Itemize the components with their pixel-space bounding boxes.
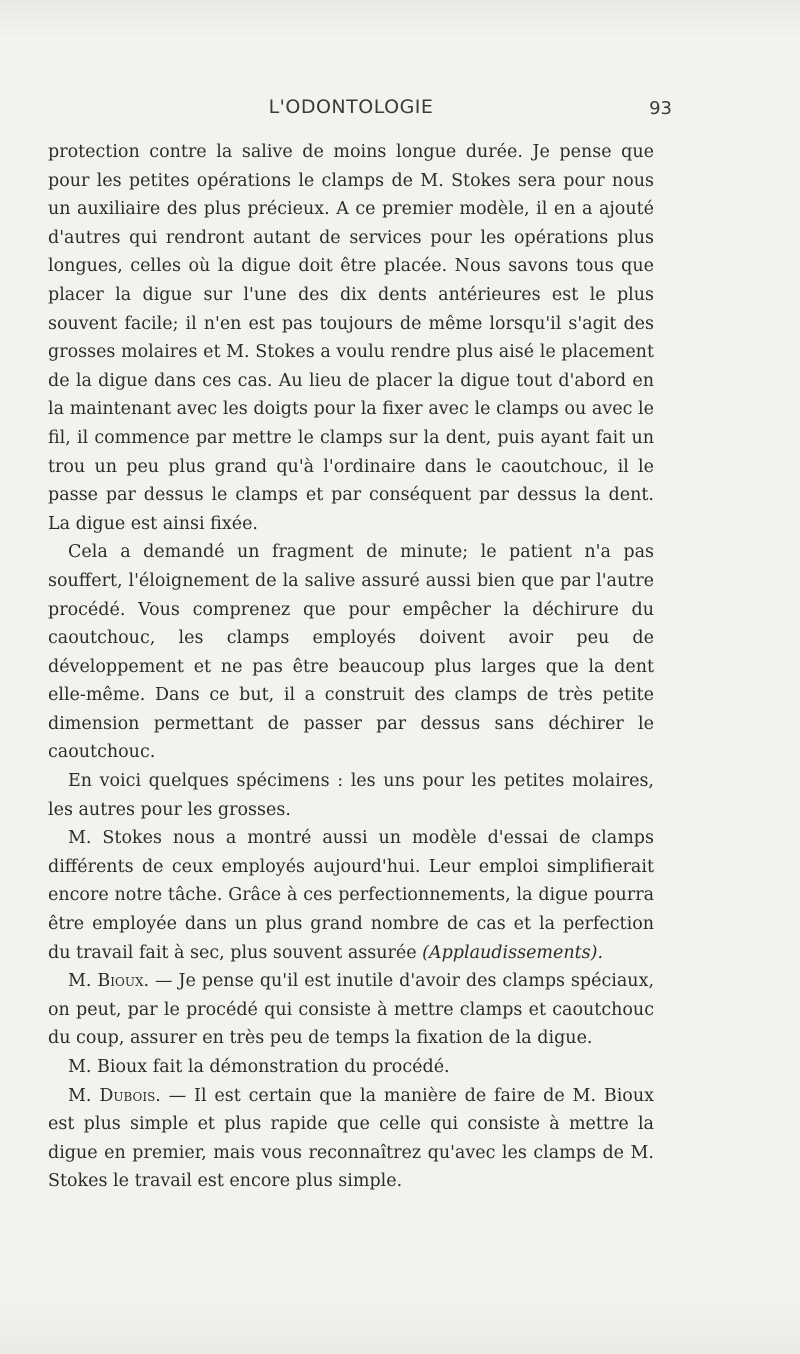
paragraph-4-text: M. Stokes nous a montré aussi un modèle d'essai de clamps différents de ceux employés aujourd'hui. Leur emploi simplifierait encore notre tâche. Grâce à ces perfectionnements, la digue pourra être employée dans un plus grand nombre de cas et la perfection du travail fait à sec, plus souvent assurée <box>48 828 654 963</box>
paragraph-5 <box>48 967 654 1053</box>
paragraph-3: En voici quelques spécimens : les uns pour les petites molaires, les autres pour les grosses. <box>48 771 654 820</box>
speaker-dubois: M. Dubois. <box>68 1085 161 1106</box>
paragraph-5-text: — Je pense qu'il est inutile d'avoir des clamps spéciaux, on peut, par le procédé qui consiste à mettre clamps et caoutchouc du coup, assurer en très peu de temps la fixation de la digue. <box>48 971 655 1049</box>
body-text <box>48 138 654 1196</box>
running-title: L'ODONTOLOGIE <box>268 96 434 118</box>
applause-note: (Applaudissements). <box>422 942 604 963</box>
paragraph-7-text: — Il est certain que la manière de faire de M. Bioux est plus simple et plus rapide que celle qui consiste à mettre la digue en premier, mais vous reconnaîtrez qu'avec les clamps de M. Stokes le travail est encore plus simple. <box>48 1085 654 1192</box>
paragraph-1: protection contre la salive de moins longue durée. Je pense que pour les petites opérations le clamps de M. Stokes sera pour nous un auxiliaire des plus précieux. A ce premier modèle, il en a ajouté d'autres qui rendront autant de services pour les opérations plus longues, celles où la digue doit être placée. Nous savons tous que placer la digue sur l'une des dix dents antérieures est le plus souvent facile; il n'en est pas toujours de même lorsqu'il s'agit des grosses molaires et M. Stokes a voulu rendre plus aisé le placement de la digue dans ces cas. Au lieu de placer la digue tout d'abord en la maintenant avec les doigts pour la fixer avec le clamps ou avec le fil, il commence par mettre le clamps sur la dent, puis ayant fait un trou un peu plus grand qu'à l'ordinaire dans le caoutchouc, il le passe par dessus le clamps et par conséquent par dessus la dent. La digue est ainsi fixée. <box>48 142 654 534</box>
page-number: 93 <box>649 98 672 119</box>
paragraph-6: M. Bioux fait la démonstration du procédé. <box>68 1057 450 1077</box>
paragraph-2: Cela a demandé un fragment de minute; le patient n'a pas souffert, l'éloignement de la salive assuré aussi bien que par l'autre procédé. Vous comprenez que pour empêcher la déchirure du caoutchouc, les clamps employés doivent avoir peu de développement et ne pas être beaucoup plus larges que la dent elle-même. Dans ce but, il a construit des clamps de très petite dimension permettant de passer par dessus sans déchirer le caoutchouc. <box>48 542 654 763</box>
paragraph-4 <box>48 824 654 967</box>
running-header <box>48 96 672 126</box>
paragraph-7 <box>48 1082 654 1196</box>
speaker-bioux: M. Bioux. <box>68 971 150 992</box>
